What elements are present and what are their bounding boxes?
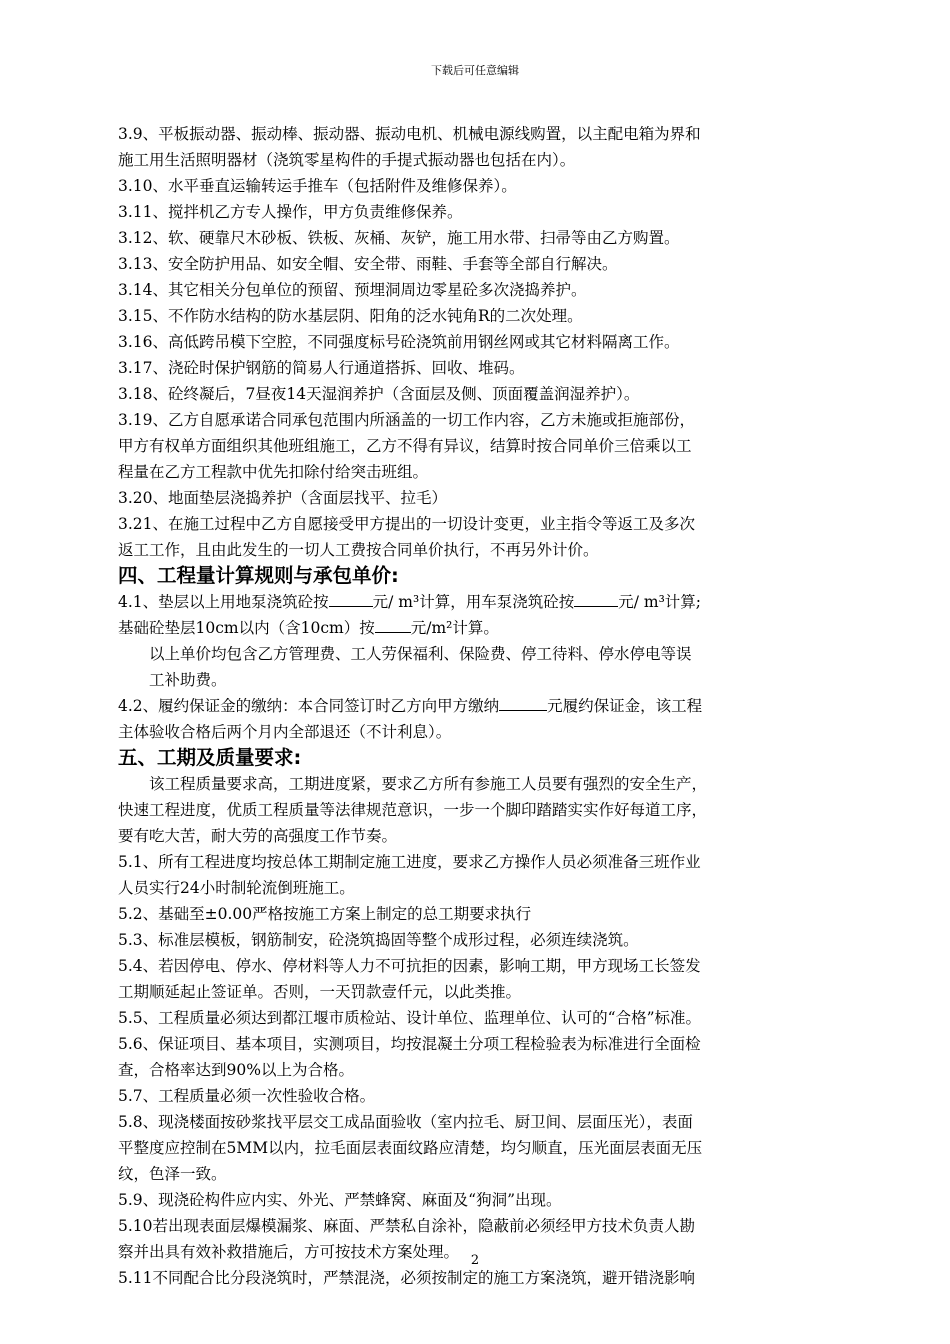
- clause-3-9-line-2: 施工用生活照明器材（浇筑零星构件的手提式振动器也包括在内）。: [118, 151, 576, 169]
- clause-4-1-line-2: [118, 615, 842, 641]
- clause-5-4-line-2: 工期顺延起止签证单。否则，一天罚款壹仟元，以此类推。: [118, 983, 522, 1001]
- truck-pump-price-blank[interactable]: [574, 589, 618, 607]
- clause-4-2-text-b: 元履约保证金，该工程: [547, 697, 703, 715]
- section-5-intro-line-3: 要有吃大苦，耐大劳的高强度工作节奏。: [118, 827, 398, 845]
- clause-4-1-text-e: 元/m²计算。: [410, 619, 499, 637]
- clause-4-1-line-1: [118, 589, 842, 615]
- clause-3-10: 3.10、水平垂直运输转运手推车（包括附件及维修保养）。: [118, 177, 517, 195]
- section-4-heading: 四、工程量计算规则与承包单价:: [118, 564, 399, 587]
- clause-3-14: 3.14、其它相关分包单位的预留、预埋洞周边零星砼多次浇捣养护。: [118, 281, 587, 299]
- clause-3-19-line-2: 甲方有权单方面组织其他班组施工，乙方不得有异议，结算时按合同单价三倍乘以工: [118, 437, 692, 455]
- clause-5-3: 5.3、标准层模板，钢筋制安，砼浇筑捣固等整个成形过程，必须连续浇筑。: [118, 931, 639, 949]
- section-5-heading: 五、工期及质量要求:: [118, 746, 302, 769]
- clause-4-1-text-b: 元/ m³计算，用车泵浇筑砼按: [372, 593, 575, 611]
- clause-5-6-line-1: 5.6、保证项目、基本项目，实测项目，均按混凝土分项工程检验表为标准进行全面检: [118, 1035, 701, 1053]
- clause-4-2-line-2: 主体验收合格后两个月内全部退还（不计利息）。: [118, 723, 452, 741]
- price-note-line-1: 以上单价均包含乙方管理费、工人劳保福利、保险费、停工待料、停水停电等误: [149, 645, 692, 663]
- clause-3-16: 3.16、高低跨吊模下空腔，不同强度标号砼浇筑前用钢丝网或其它材料隔离工作。: [118, 333, 680, 351]
- section-5-intro-line-1: 该工程质量要求高，工期进度紧，要求乙方所有参施工人员要有强烈的安全生产，: [149, 775, 708, 793]
- clause-4-1-text-c: 元/ m³计算;: [618, 593, 702, 611]
- clause-5-1-line-2: 人员实行24小时制轮流倒班施工。: [118, 879, 355, 897]
- page-header: 下载后可任意编辑: [431, 64, 519, 77]
- clause-5-11: 5.11不同配合比分段浇筑时，严禁混浇，必须按制定的施工方案浇筑，避开错浇影响: [118, 1269, 696, 1287]
- page-number: 2: [470, 1253, 480, 1268]
- clause-3-21-line-1: 3.21、在施工过程中乙方自愿接受甲方提出的一切设计变更，业主指令等返工及多次: [118, 515, 696, 533]
- clause-4-1-text-d: 基础砼垫层10cm以内（含10cm）按: [118, 619, 375, 637]
- clause-3-15: 3.15、不作防水结构的防水基层阴、阳角的泛水钝角R的二次处理。: [118, 307, 583, 325]
- clause-4-2-line-1: [118, 693, 842, 719]
- clause-4-1-text-a: 4.1、垫层以上用地泵浇筑砼按: [118, 593, 329, 611]
- clause-5-2: 5.2、基础至±0.00严格按施工方案上制定的总工期要求执行: [118, 905, 532, 923]
- clause-5-10-line-2: 察并出具有效补救措施后，方可按技术方案处理。: [118, 1243, 460, 1261]
- ground-pump-price-blank[interactable]: [329, 589, 373, 607]
- clause-3-21-line-2: 返工工作，且由此发生的一切人工费按合同单价执行，不再另外计价。: [118, 541, 599, 559]
- section-5-intro-line-2: 快速工程进度，优质工程质量等法律规范意识，一步一个脚印踏踏实实作好每道工序，: [118, 801, 708, 819]
- clause-5-8-line-2: 平整度应控制在5MM以内，拉毛面层表面纹路应清楚，均匀顺直，压光面层表面无压: [118, 1139, 703, 1157]
- clause-5-8-line-3: 纹，色泽一致。: [118, 1165, 227, 1183]
- cushion-price-blank[interactable]: [375, 615, 411, 633]
- clause-5-6-line-2: 查，合格率达到90%以上为合格。: [118, 1061, 354, 1079]
- clause-3-17: 3.17、浇砼时保护钢筋的简易人行通道搭拆、回收、堆码。: [118, 359, 525, 377]
- clause-3-20: 3.20、地面垫层浇捣养护（含面层找平、拉毛）: [118, 489, 448, 507]
- clause-3-13: 3.13、安全防护用品、如安全帽、安全带、雨鞋、手套等全部自行解决。: [118, 255, 618, 273]
- clause-5-10-line-1: 5.10若出现表面层爆模漏浆、麻面、严禁私自涂补，隐蔽前必须经甲方技术负责人勘: [118, 1217, 696, 1235]
- clause-5-5: 5.5、工程质量必须达到都江堰市质检站、设计单位、监理单位、认可的“合格”标准。: [118, 1009, 702, 1027]
- clause-3-18: 3.18、砼终凝后，7昼夜14天湿润养护（含面层及侧、顶面覆盖润湿养护）。: [118, 385, 640, 403]
- price-note-line-2: 工补助费。: [149, 671, 227, 689]
- clause-5-9: 5.9、现浇砼构件应内实、外光、严禁蜂窝、麻面及“狗洞”出现。: [118, 1191, 562, 1209]
- document-body: [118, 121, 842, 1291]
- clause-5-4-line-1: 5.4、若因停电、停水、停材料等人力不可抗拒的因素，影响工期，甲方现场工长签发: [118, 957, 701, 975]
- clause-5-1-line-1: 5.1、所有工程进度均按总体工期制定施工进度，要求乙方操作人员必须准备三班作业: [118, 853, 701, 871]
- deposit-amount-blank[interactable]: [499, 693, 547, 711]
- clause-3-19-line-3: 程量在乙方工程款中优先扣除付给突击班组。: [118, 463, 429, 481]
- clause-5-8-line-1: 5.8、现浇楼面按砂浆找平层交工成品面验收（室内拉毛、厨卫间、层面压光），表面: [118, 1113, 693, 1131]
- clause-3-9-line-1: 3.9、平板振动器、振动棒、振动器、振动电机、机械电源线购置，以主配电箱为界和: [118, 125, 701, 143]
- clause-3-11: 3.11、搅拌机乙方专人操作，甲方负责维修保养。: [118, 203, 463, 221]
- clause-3-12: 3.12、软、硬靠尺木砂板、铁板、灰桶、灰铲，施工用水带、扫帚等由乙方购置。: [118, 229, 680, 247]
- clause-3-19-line-1: 3.19、乙方自愿承诺合同承包范围内所涵盖的一切工作内容，乙方未施或拒施部份，: [118, 411, 696, 429]
- clause-4-2-text-a: 4.2、履约保证金的缴纳：本合同签订时乙方向甲方缴纳: [118, 697, 500, 715]
- clause-5-7: 5.7、工程质量必须一次性验收合格。: [118, 1087, 376, 1105]
